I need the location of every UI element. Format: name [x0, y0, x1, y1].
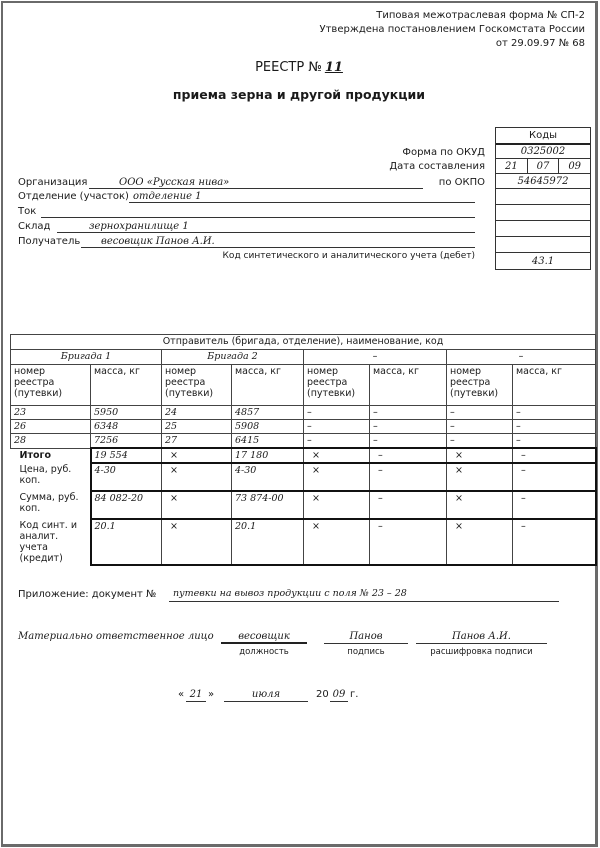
cell: – — [370, 406, 447, 420]
form-approval-date-line: от 29.09.97 № 68 — [495, 38, 585, 49]
cell: – — [370, 463, 447, 491]
cell: 24 — [162, 406, 232, 420]
cell: – — [513, 491, 596, 519]
summary-label: Цена, руб. коп. — [11, 463, 91, 491]
okpo-value: 54645972 — [496, 173, 590, 188]
cell: × — [447, 463, 513, 491]
col-mass-2: масса, кг — [232, 365, 304, 406]
sender-header: Отправитель (бригада, отделение), наименование, код — [11, 335, 596, 350]
date-label: Дата составления — [389, 161, 485, 172]
date-close-quote: » — [208, 689, 215, 700]
cell: 4857 — [232, 406, 304, 420]
cell: 73 874-00 — [232, 491, 304, 519]
date-year: 09 — [558, 159, 590, 173]
col-register-3: номер реестра (путевки) — [304, 365, 370, 406]
cell: – — [304, 420, 370, 434]
cell: 6348 — [91, 420, 162, 434]
form-header — [320, 9, 586, 51]
cell: – — [513, 406, 596, 420]
date-month: 07 — [527, 159, 559, 173]
cell: × — [162, 463, 232, 491]
document-title — [3, 60, 595, 75]
document-page — [1, 1, 598, 847]
cell: × — [304, 519, 370, 565]
signature-value: Панов — [324, 631, 408, 644]
register-number: 11 — [324, 60, 343, 75]
cell: × — [162, 491, 232, 519]
col-register-2: номер реестра (путевки) — [162, 365, 232, 406]
cell: 25 — [162, 420, 232, 434]
cell: 19 554 — [91, 448, 162, 463]
document-subtitle: приема зерна и другой продукции — [172, 87, 426, 102]
register-table — [10, 334, 597, 566]
tok-field — [41, 206, 475, 218]
signature-decode-caption: расшифровка подписи — [430, 647, 533, 657]
cell: – — [370, 420, 447, 434]
recipient-label: Получатель — [18, 236, 81, 247]
cell: – — [447, 406, 513, 420]
organization-label: Организация — [18, 177, 88, 188]
code-empty-2 — [496, 204, 590, 220]
cell: × — [304, 491, 370, 519]
okud-label: Форма по ОКУД — [402, 147, 485, 158]
summary-label: Итого — [11, 448, 91, 463]
summary-label: Сумма, руб. коп. — [11, 491, 91, 519]
date-year-value: 09 — [330, 689, 348, 702]
table-row — [11, 434, 596, 449]
cell: × — [447, 448, 513, 463]
cell: 20.1 — [232, 519, 304, 565]
form-type-line: Типовая межотраслевая форма № СП-2 — [376, 10, 585, 21]
date-day-value: 21 — [186, 689, 206, 702]
cell: – — [447, 434, 513, 449]
col-mass-3: масса, кг — [370, 365, 447, 406]
summary-row-price — [11, 463, 596, 491]
signature-caption: подпись — [347, 647, 385, 657]
signature-decode-value: Панов А.И. — [416, 631, 547, 644]
code-empty-3 — [496, 220, 590, 236]
col-mass-1: масса, кг — [91, 365, 162, 406]
cell: – — [513, 420, 596, 434]
cell: 4-30 — [232, 463, 304, 491]
cell: – — [370, 491, 447, 519]
table-row — [11, 406, 596, 420]
position-value: весовщик — [221, 631, 307, 644]
codes-box — [495, 127, 591, 270]
date-day: 21 — [504, 160, 518, 172]
cell: – — [304, 406, 370, 420]
cell: × — [447, 519, 513, 565]
tok-label: Ток — [18, 206, 37, 217]
group-header-4: – — [447, 350, 596, 365]
col-register-1: номер реестра (путевки) — [11, 365, 91, 406]
recipient-value: весовщик Панов А.И. — [101, 236, 215, 247]
cell: 28 — [11, 434, 91, 449]
code-empty-1 — [496, 188, 590, 204]
cell: – — [513, 463, 596, 491]
table-row — [11, 420, 596, 434]
cell: × — [162, 519, 232, 565]
cell: – — [447, 420, 513, 434]
responsible-person-label: Материально ответственное лицо — [18, 631, 214, 642]
cell: – — [370, 519, 447, 565]
cell: 17 180 — [232, 448, 304, 463]
date-value — [496, 158, 590, 173]
date-suffix: г. — [350, 689, 359, 700]
cell: – — [370, 434, 447, 449]
cell: – — [513, 519, 596, 565]
summary-row-total — [11, 448, 596, 463]
group-header-1: Бригада 1 — [11, 350, 162, 365]
col-mass-4: масса, кг — [513, 365, 596, 406]
date-year-prefix: 20 — [316, 689, 329, 700]
cell: 7256 — [91, 434, 162, 449]
date-open-quote: « — [178, 689, 185, 700]
department-value: отделение 1 — [133, 191, 202, 202]
cell: 4-30 — [91, 463, 162, 491]
cell: 84 082-20 — [91, 491, 162, 519]
cell: – — [513, 434, 596, 449]
organization-value: ООО «Русская нива» — [119, 177, 230, 188]
form-approval-line: Утверждена постановлением Госкомстата России — [319, 24, 585, 35]
title-prefix: РЕЕСТР № — [255, 60, 322, 75]
cell: 6415 — [232, 434, 304, 449]
cell: 27 — [162, 434, 232, 449]
cell: 23 — [11, 406, 91, 420]
debit-code-value: 43.1 — [496, 252, 590, 269]
cell: 5908 — [232, 420, 304, 434]
debit-code-label: Код синтетического и аналитического учета (дебет) — [222, 251, 475, 261]
department-label: Отделение (участок) — [18, 191, 129, 202]
col-register-4: номер реестра (путевки) — [447, 365, 513, 406]
group-header-2: Бригада 2 — [162, 350, 304, 365]
okpo-label: по ОКПО — [438, 177, 485, 188]
cell: × — [447, 491, 513, 519]
cell: 20.1 — [91, 519, 162, 565]
position-caption: должность — [239, 647, 289, 657]
summary-row-sum — [11, 491, 596, 519]
cell: × — [162, 448, 232, 463]
warehouse-value: зернохранилище 1 — [89, 221, 189, 232]
warehouse-label: Склад — [18, 221, 51, 232]
cell: × — [304, 448, 370, 463]
attachment-label: Приложение: документ № — [18, 589, 157, 600]
cell: 5950 — [91, 406, 162, 420]
code-empty-4 — [496, 236, 590, 252]
group-header-3: – — [304, 350, 447, 365]
okud-value: 0325002 — [496, 143, 590, 158]
cell: 26 — [11, 420, 91, 434]
attachment-value: путевки на вывоз продукции с поля № 23 – 28 — [173, 588, 407, 599]
date-month-value: июля — [224, 689, 308, 702]
summary-row-credit-code — [11, 519, 596, 565]
codes-header: Коды — [528, 130, 558, 141]
cell: – — [513, 448, 596, 463]
cell: × — [304, 463, 370, 491]
summary-label: Код синт. и аналит. учета (кредит) — [11, 519, 91, 565]
cell: – — [304, 434, 370, 449]
cell: – — [370, 448, 447, 463]
